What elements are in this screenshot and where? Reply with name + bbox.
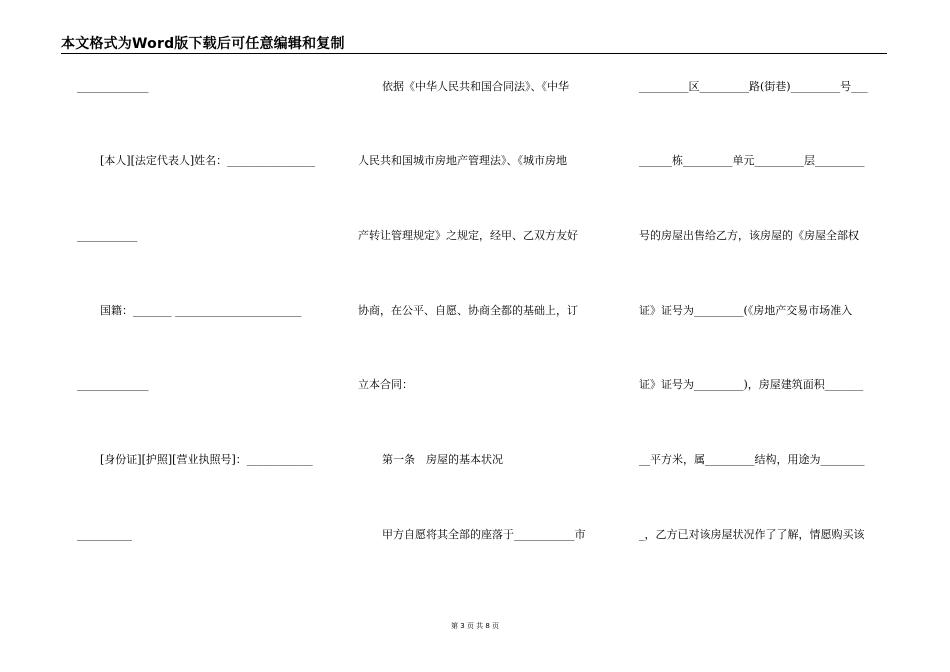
middle-line-3: 产转让管理规定》之规定，经甲、乙双方友好 [358, 229, 578, 242]
left-line-6: [身份证][护照][营业执照号]：____________ [100, 453, 313, 466]
right-line-5: 证》证号为_________)，房屋建筑面积_______ [639, 378, 864, 391]
right-line-2: ______栋_________单元_________层_________ [639, 154, 865, 167]
right-line-3: 号的房屋出售给乙方，该房屋的《房屋全部权 [639, 229, 859, 242]
left-line-1: _____________ [77, 80, 149, 93]
header-rule [61, 53, 887, 54]
right-line-1: _________区_________路(街巷)_________号___ [639, 80, 868, 93]
page-header: 本文格式为Word版下载后可任意编辑和复制 [61, 36, 345, 52]
right-line-7: _，乙方已对该房屋状况作了了解，情愿购买该 [639, 528, 865, 541]
left-line-5: _____________ [77, 378, 149, 391]
middle-line-6: 第一条 房屋的基本状况 [382, 453, 503, 466]
left-line-7: __________ [77, 528, 132, 541]
middle-line-2: 人民共和国城市房地产管理法》、《城市房地 [358, 154, 567, 167]
left-line-3: ___________ [77, 229, 138, 242]
middle-line-4: 协商，在公平、自愿、协商全都的基础上，订 [358, 304, 578, 317]
middle-line-5: 立本合同： [358, 378, 413, 391]
page-number: 第 3 页 共 8 页 [450, 622, 500, 630]
middle-line-1: 依据《中华人民共和国合同法》、《中华 [382, 80, 569, 93]
right-line-6: __平方米，属_________结构，用途为________ [639, 453, 865, 466]
right-line-4: 证》证号为_________(《房地产交易市场准入 [639, 304, 853, 317]
left-line-2: [本人][法定代表人]姓名：________________ [100, 154, 316, 167]
middle-line-7: 甲方自愿将其全部的座落于___________市 [382, 528, 586, 541]
left-line-4: 国籍：_______ _______________________ [100, 304, 302, 317]
